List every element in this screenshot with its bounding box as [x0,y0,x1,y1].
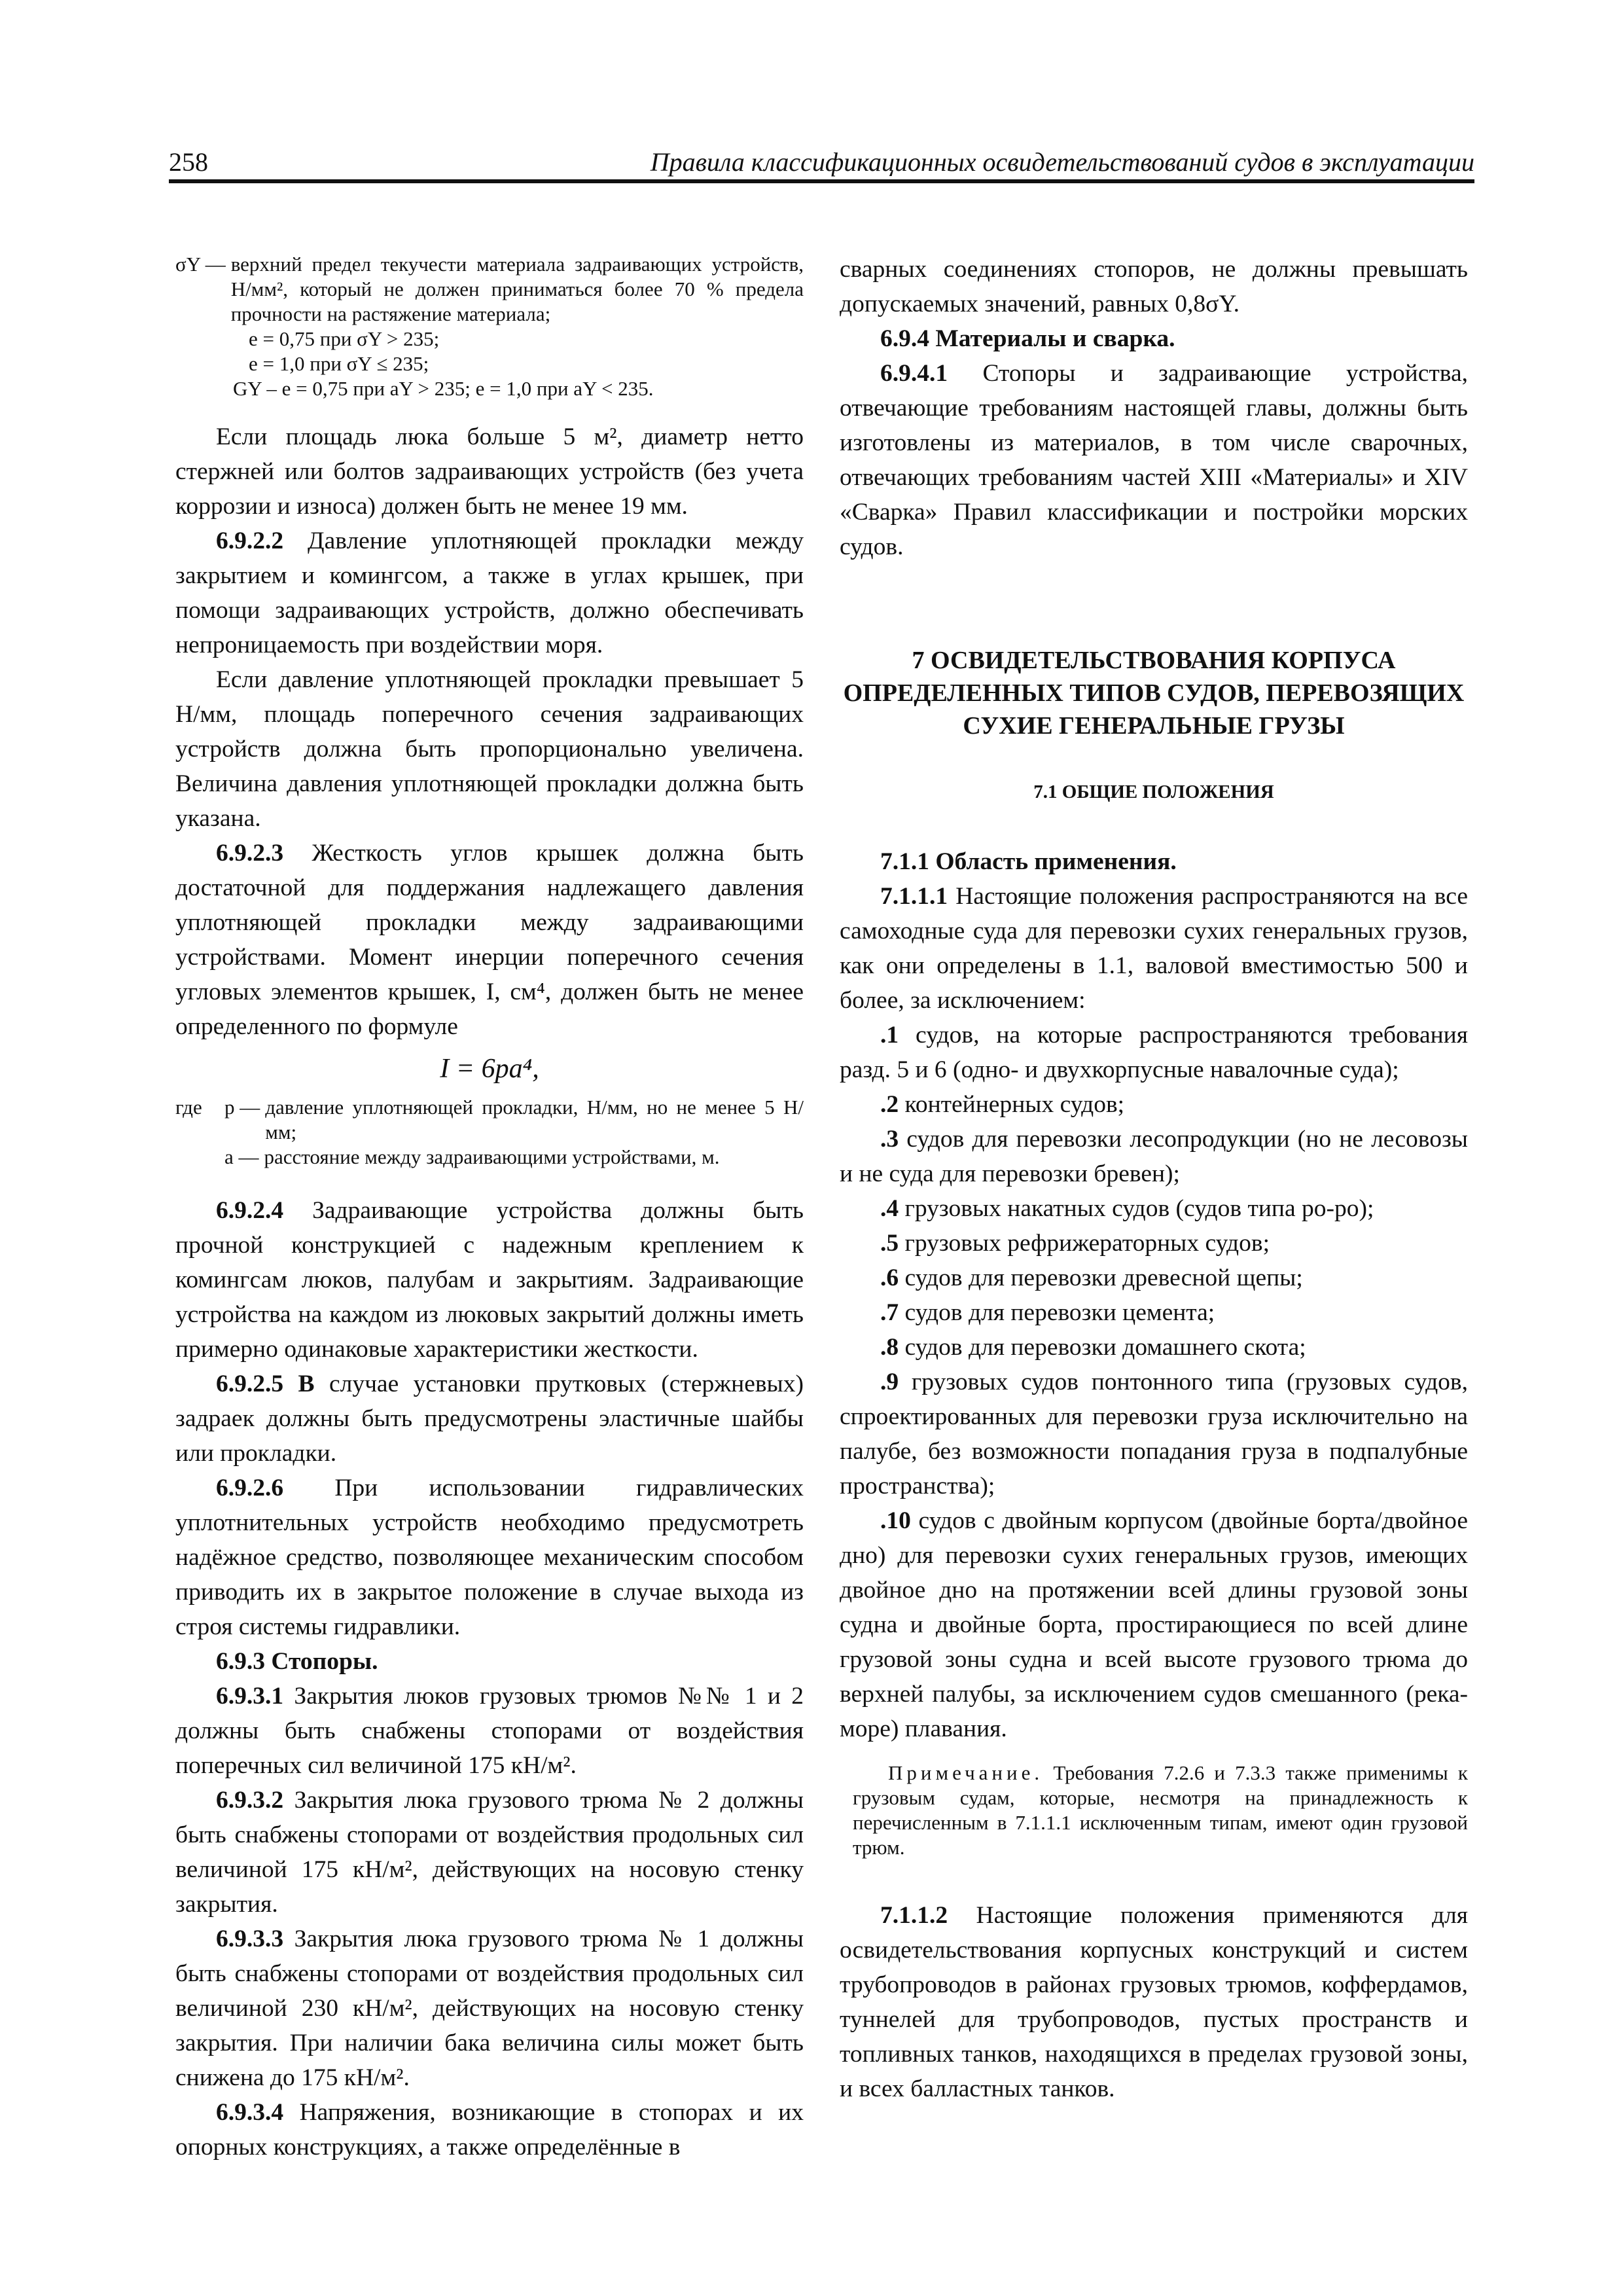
definition-term: σY — [175,253,226,276]
where-label: где [175,1096,202,1119]
where-text: давление уплотняющей прокладки, Н/мм, но не менее 5 Н/мм; [265,1096,804,1143]
subsection-heading: 7.1.1 Область применения. [880,848,1177,875]
paragraph-text: При использовании гидравлических уплотнительных устройств необходимо предусмотреть надёжное средство, позволяющее механическим способом приводить их в закрытое положение в случае выхода из строя системы гидравлики. [175,1475,804,1640]
definition-text: верхний предел текучести материала задраивающих устройств, Н/мм², который не должен приниматься более 70 % предела прочности на растяжение материала; [230,253,804,325]
note [840,1761,1468,1860]
page-header [169,145,1474,183]
clause-number: 6.9.3.3 [216,1926,284,1952]
where-term: a — [224,1145,259,1168]
paragraph-text: Закрытия люка грузового трюма № 2 должны быть снабжены стопорами от воздействия продольных сил величиной 175 кН/м², действующих на носовую стенку закрытия. [175,1787,804,1918]
paragraph [175,1367,804,1471]
paragraph-text: Задраивающие устройства должны быть прочной конструкцией с надежным креплением к комингсам люков, палубам и закрытиям. Задраивающие устройства на каждом из люковых закрытий должны иметь примерно одинаковые характеристики жесткости. [175,1197,804,1363]
paragraph [175,1783,804,1922]
clause-number: 7.1.1.2 [880,1902,948,1929]
paragraph [175,836,804,1044]
clause-number: 6.9.2.3 [216,840,284,867]
definition-sigma [175,252,804,327]
list-item: .2 контейнерных судов; [880,1091,1125,1118]
definition-line: e = 0,75 при σY > 235; [249,327,440,350]
section-title: 7.1 ОБЩИЕ ПОЛОЖЕНИЯ [1033,781,1274,802]
where-term: p — [224,1096,260,1119]
clause-number: 6.9.3.1 [216,1683,284,1710]
paragraph-text: Закрытия люков грузовых трюмов №№ 1 и 2 должны быть снабжены стопорами от воздействия поперечных сил величиной 175 кН/м². [175,1683,804,1779]
where-p [175,1095,804,1145]
paragraph: Если площадь люка больше 5 м², диаметр нетто стержней или болтов задраивающих устройств (без учета коррозии и износа) должен быть не менее 19 мм. [175,423,804,520]
subsection-heading: 6.9.3 Стопоры. [216,1648,378,1675]
paragraph [175,1922,804,2095]
clause-number: 6.9.2.6 [216,1475,284,1501]
page-number: 258 [169,147,208,177]
paragraph [840,356,1468,564]
paragraph [840,1898,1468,2106]
paragraph: Если давление уплотняющей прокладки превышает 5 Н/мм, площадь поперечного сечения задраивающих устройств должна быть пропорционально увеличена. Величина давления уплотняющей прокладки должна быть указана. [175,666,804,832]
paragraph-text: Жесткость углов крышек должна быть достаточной для поддержания надлежащего давления уплотняющей прокладки между задраивающими устройствами. Момент инерции поперечного сечения угловых элементов крышек, I, см⁴, должен быть не менее определенного по формуле [175,840,804,1040]
note-label: Примечание. [888,1761,1044,1784]
paragraph [175,1193,804,1367]
list-item: .4 грузовых накатных судов (судов типа ро-ро); [880,1195,1374,1222]
clause-number: 6.9.3.2 [216,1787,284,1814]
note-text: Требования 7.2.6 и 7.3.3 также применимы к грузовым судам, которые, несмотря на принадлежность к перечисленным в 7.1.1.1 исключенным типам, имеют один грузовой трюм. [853,1761,1468,1859]
paragraph-text: Стопоры и задраивающие устройства, отвечающие требованиям настоящей главы, должны быть изготовлены из материалов, в том числе сварочных, отвечающих требованиям частей XIII «Материалы» и XIV «Сварка» Правил классификации и постройки морских судов. [840,360,1468,560]
paragraph [175,1471,804,1644]
definition-line: e = 1,0 при σY ≤ 235; [249,352,429,375]
paragraph: сварных соединениях стопоров, не должны превышать допускаемых значений, равных 0,8σY. [840,256,1468,317]
paragraph-text: Настоящие положения применяются для освидетельствования корпусных конструкций и систем трубопроводов в районах грузовых трюмов, коффердамов, туннелей для трубопроводов, пустых пространств и топливных танков, находящихся в пределах грузовой зоны, и всех балластных танков. [840,1902,1468,2102]
clause-number: 6.9.4.1 [880,360,948,387]
clause-number: 7.1.1.1 [880,883,948,910]
paragraph-text: Настоящие положения распространяются на все самоходные суда для перевозки сухих генеральных грузов, как они определены в 1.1, валовой вместимостью 500 и более, за исключением: [840,883,1468,1014]
list-item: .1 судов, на которые распространяются требования разд. 5 и 6 (одно- и двухкорпусные навалочные суда); [840,1022,1468,1083]
paragraph-text: Закрытия люка грузового трюма № 1 должны быть снабжены стопорами от воздействия продольных сил величиной 230 кН/м², действующих на носовую стенку закрытия. При наличии бака величина силы может быть снижена до 175 кН/м². [175,1926,804,2091]
running-title: Правила классификационных освидетельствований судов в эксплуатации [650,147,1474,177]
where-text: расстояние между задраивающими устройствами, м. [264,1145,720,1168]
clause-number: 6.9.3.4 [216,2099,284,2126]
formula: I = 6pa⁴, [440,1054,539,1084]
left-column [175,252,804,2164]
chapter-title: 7 ОСВИДЕТЕЛЬСТВОВАНИЯ КОРПУСА ОПРЕДЕЛЕННЫХ ТИПОВ СУДОВ, ПЕРЕВОЗЯЩИХ СУХИЕ ГЕНЕРАЛЬНЫЕ ГРУЗЫ [843,647,1465,740]
list-item: .5 грузовых рефрижераторных судов; [880,1230,1270,1257]
where-a [175,1145,804,1170]
list-item: .3 судов для перевозки лесопродукции (но не лесовозы и не суда для перевозки бревен); [840,1126,1468,1187]
definition-line: GY – e = 0,75 при aY > 235; e = 1,0 при aY < 235. [233,377,654,400]
list-item: .6 судов для перевозки древесной щепы; [880,1265,1303,1291]
clause-number: 6.9.2.4 [216,1197,284,1224]
paragraph-text: случае установки прутковых (стержневых) задраек должны быть предусмотрены эластичные шайбы или прокладки. [175,1371,804,1467]
right-column [840,252,1468,2106]
list-item: .9 грузовых судов понтонного типа (грузовых судов, спроектированных для перевозки груза исключительно на палубе, без возможности попадания груза в подпалубные пространства); [840,1369,1468,1499]
list-item: .7 судов для перевозки цемента; [880,1299,1215,1326]
paragraph-text: Напряжения, возникающие в стопорах и их опорных конструкциях, а также определённые в [175,2099,804,2161]
subsection-heading: 6.9.4 Материалы и сварка. [880,325,1175,352]
list-item: .10 судов с двойным корпусом (двойные борта/двойное дно) для перевозки сухих генеральных грузов, имеющих двойное дно на протяжении всей длины грузовой зоны судна и двойные борта, простирающиеся по всей длине грузовой зоны судна и всей высоте грузового трюма до верхней палубы, за исключением судов смешанного (река-море) плавания. [840,1507,1468,1742]
list-item: .8 судов для перевозки домашнего скота; [880,1334,1306,1361]
paragraph [175,524,804,662]
paragraph-text: Давление уплотняющей прокладки между закрытием и комингсом, а также в углах крышек, при помощи задраивающих устройств, должно обеспечивать непроницаемость при воздействии моря. [175,528,804,658]
paragraph [175,2095,804,2164]
clause-number: 6.9.2.2 [216,528,284,554]
paragraph [175,1679,804,1783]
clause-number: 6.9.2.5 В [216,1371,315,1397]
paragraph [840,879,1468,1018]
